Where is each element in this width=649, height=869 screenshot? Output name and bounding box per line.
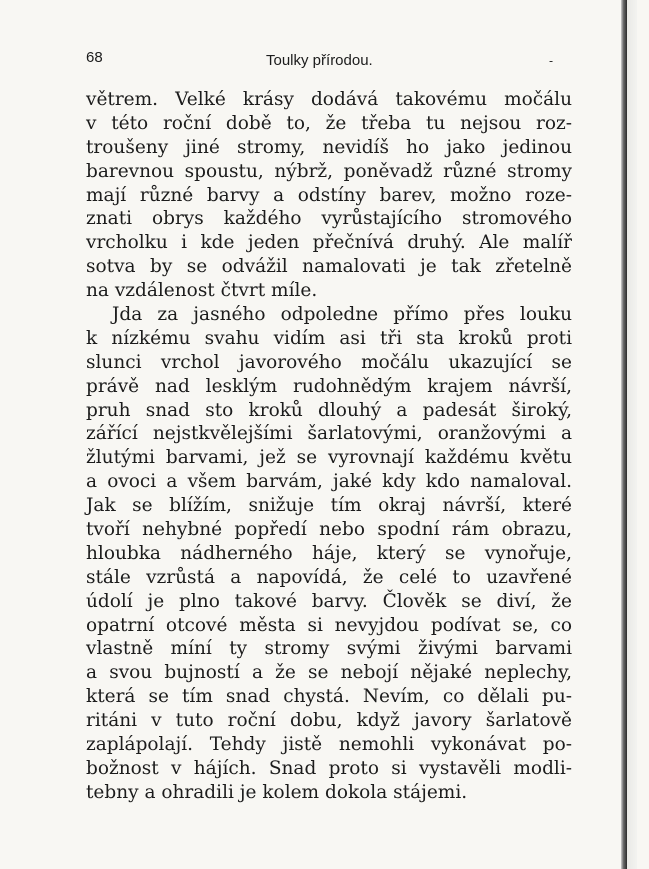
book-spine-edge [621,0,627,869]
text-line: zaplápolají. Tehdy jistě nemohli vykonávat po- [86,734,572,756]
page-gutter [627,0,637,869]
text-line: větrem. Velké krásy dodává takovému močálu [86,89,572,110]
text-line: Jda za jasného odpoledne přímo přes louku [112,304,572,326]
text-line: sotva by se odvážil namalovati je tak zřetelně [86,256,572,278]
text-line: barevnou spoustu, nýbrž, poněvadž různé stromy [86,160,572,182]
text-line: vlastně míní ty stromy svými živými barvami [86,638,572,660]
text-line: hloubka nádherného háje, který se vynořuje, [86,542,572,564]
text-line: božnost v hájích. Snad proto si vystavěli modli- [86,757,572,779]
text-line: na vzdálenost čtvrt míle. [86,280,318,302]
text-line: k nízkému svahu vidím asi tři sta kroků proti [86,327,572,349]
text-line: tebny a ohradili je kolem dokola stájemi. [86,781,468,803]
text-line: vrcholku i kde jeden přečnívá druhý. Ale malíř [86,232,572,254]
text-line: troušeny jiné stromy, nevidíš ho jako jedinou [86,136,572,158]
text-line: a ovoci a všem barvám, jaké kdy kdo namaloval. [86,471,572,493]
header-mark: - [549,54,554,68]
text-line: žlutými barvami, jež se vyrovnají každému květu [86,447,572,469]
text-line: slunci vrchol javorového močálu ukazující se [86,351,572,373]
text-line: zářící nejstkvělejšími šarlatovými, oranžovými a [86,423,572,445]
text-line: a svou bujností a že se nebojí nějaké neplechy, [86,662,572,684]
paragraph-2 [86,303,572,805]
running-title: Toulky přírodou. [266,52,373,69]
text-line: Jak se blížím, snižuje tím okraj návrší, které [86,495,572,517]
text-line: pruh snad sto kroků dlouhý a padesát široký, [86,399,572,421]
body-text [86,88,572,805]
text-line: která se tím snad chystá. Nevím, co dělali pu- [86,686,572,708]
text-line: tvoří nehybné popředí nebo spodní rám obrazu, [86,519,572,541]
text-line: znati obrys každého vyrůstajícího stromového [86,208,572,230]
text-line: v této roční době to, že třeba tu nejsou roz- [86,112,572,134]
paragraph-1 [86,88,572,303]
text-line: stále vzrůstá a napovídá, že celé to uzavřené [86,566,572,588]
text-line: ritáni v tuto roční dobu, když javory šarlatově [86,710,572,732]
text-line: mají různé barvy a odstíny barev, možno roze- [86,184,572,206]
text-line: údolí je plno takové barvy. Člověk se diví, že [86,590,572,612]
text-line: opatrní otcové města si nevyjdou podívat se, co [86,614,572,636]
page-number: 68 [86,49,103,66]
text-line: právě nad lesklým rudohnědým krajem návrší, [86,375,572,397]
